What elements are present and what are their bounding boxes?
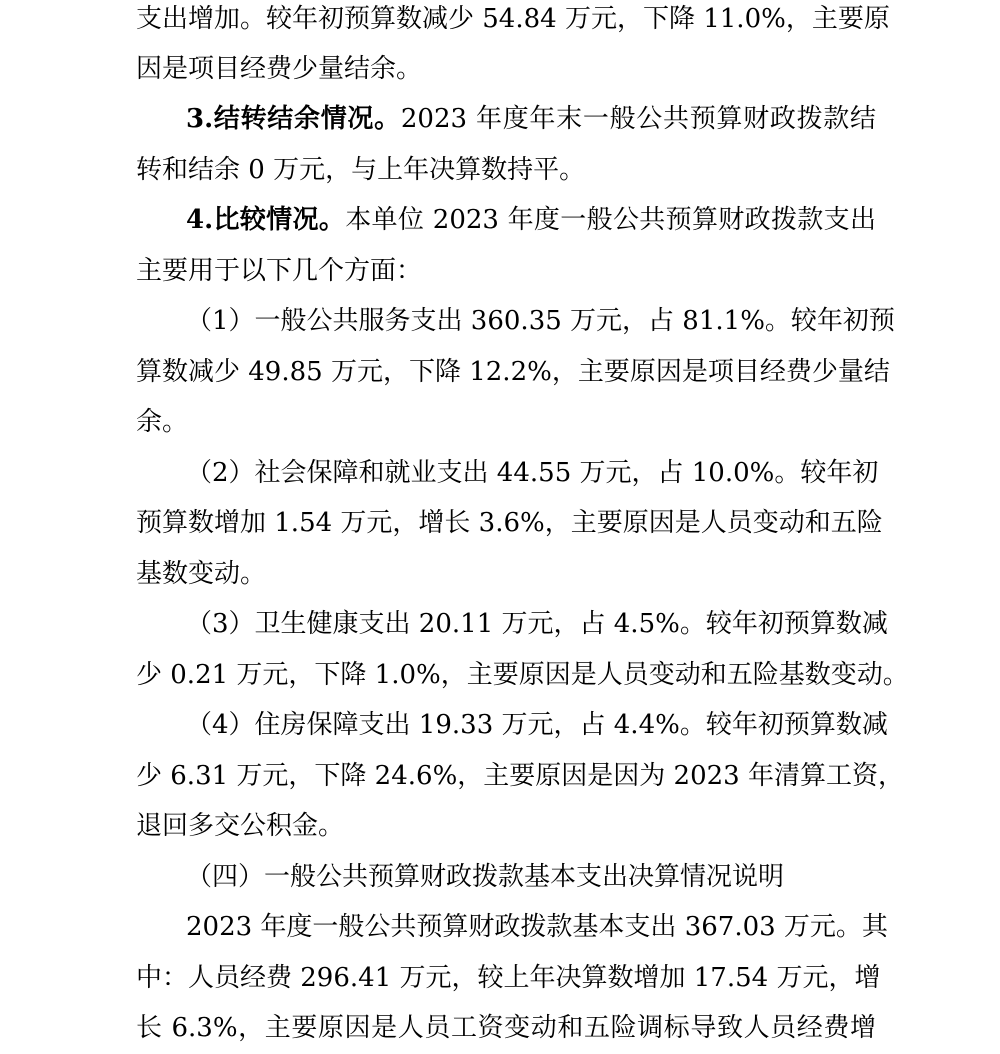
section-heading-line: 3.结转结余情况。2023 年度年末一般公共预算财政拨款结 <box>186 104 876 134</box>
paragraph-line: 少 0.21 万元，下降 1.0%，主要原因是人员变动和五险基数变动。 <box>136 660 909 690</box>
section-title: （四）一般公共预算财政拨款基本支出决算情况说明 <box>186 862 785 892</box>
section-heading: 3.结转结余情况。 <box>186 104 401 134</box>
paragraph-line: 中：人员经费 296.41 万元，较上年决算数增加 17.54 万元，增 <box>136 963 881 993</box>
paragraph-line: 算数减少 49.85 万元，下降 12.2%，主要原因是项目经费少量结 <box>136 357 890 387</box>
paragraph-line: 主要用于以下几个方面： <box>136 256 423 286</box>
paragraph-line: 2023 年度一般公共预算财政拨款基本支出 367.03 万元。其 <box>186 912 888 942</box>
paragraph-line: 支出增加。较年初预算数减少 54.84 万元，下降 11.0%，主要原 <box>136 4 890 34</box>
paragraph-line: 预算数增加 1.54 万元，增长 3.6%，主要原因是人员变动和五险 <box>136 508 883 538</box>
paragraph-line: 退回多交公积金。 <box>136 811 345 841</box>
paragraph-line: 因是项目经费少量结余。 <box>136 54 423 84</box>
paragraph-line: 基数变动。 <box>136 559 267 589</box>
paragraph-line: 少 6.31 万元，下降 24.6%，主要原因是因为 2023 年清算工资， <box>136 761 904 791</box>
paragraph-line: 转和结余 0 万元，与上年决算数持平。 <box>136 155 586 185</box>
list-item-line: （3）卫生健康支出 20.11 万元，占 4.5%。较年初预算数减 <box>186 609 888 639</box>
paragraph-line: 余。 <box>136 407 189 437</box>
section-heading-line: 4.比较情况。本单位 2023 年度一般公共预算财政拨款支出 <box>186 205 876 235</box>
section-heading: 4.比较情况。 <box>186 205 346 235</box>
paragraph-line: 长 6.3%，主要原因是人员工资变动和五险调标导致人员经费增 <box>136 1013 876 1043</box>
list-item-line: （4）住房保障支出 19.33 万元，占 4.4%。较年初预算数减 <box>186 710 888 740</box>
list-item-line: （2）社会保障和就业支出 44.55 万元，占 10.0%。较年初 <box>186 458 879 488</box>
list-item-line: （1）一般公共服务支出 360.35 万元，占 81.1%。较年初预 <box>186 306 895 336</box>
